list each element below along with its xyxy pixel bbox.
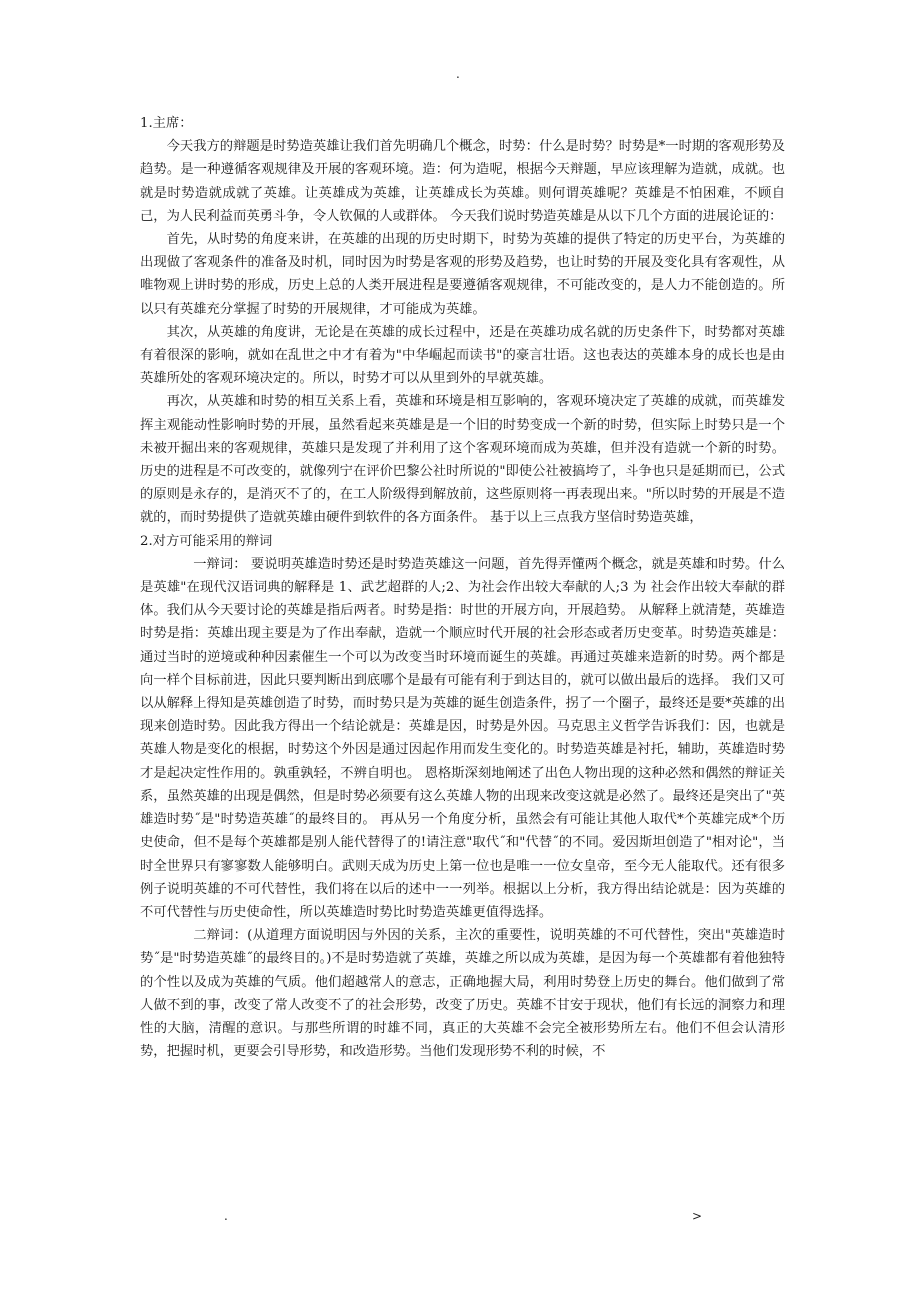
footer-right-mark: > — [692, 1209, 703, 1223]
section-2-heading: 2.对方可能采用的辩词 — [140, 533, 273, 549]
paragraph-second: 其次，从英雄的角度讲，无论是在英雄的成长过程中，还是在英雄功成名就的历史条件下，时势都对英雄有着很深的影响，就如在乱世之中才有着为"中华崛起而读书"的豪言壮语。这也表达的英雄本身的成长也是由英雄所处的客观环境决定的。所以，时势才可以从里到外的早就英雄。 — [140, 324, 785, 387]
footer-left-mark: . — [224, 1209, 228, 1223]
header-mark: . — [456, 67, 460, 81]
paragraph-first-debate: 一辩词： 要说明英雄造时势还是时势造英雄这一问题，首先得弄懂两个概念，就是英雄和时势。什么是英雄"在现代汉语词典的解释是 1、武艺超群的人;2、为社会作出较大奉献的人;3 为 社会作出较大奉献的群体。我们从今天要讨论的英雄是指后两者。时势是指：时世的开展方向，开展趋势。 从解释上就清楚，英雄造时势是指：英雄出现主要是为了作出奉献，造就一个顺应时代开展的社会形态或者历史变革。时势造英雄是：通过当时的逆境或种种因素催生一个可以为改变当时环境而诞生的英雄。再通过英雄来造新的时势。两个都是向一样个目标前进，因此只要判断出到底哪个是最有可能有利于到达目的，就可以做出最后的选择。 我们又可以从解释上得知是英雄创造了时势，而时势只是为英雄的诞生创造条件，拐了一个圈子，最终还是要*英雄的出现来创造时势。因此我方得出一个结论就是：英雄是因，时势是外因。马克思主义哲学告诉我们：因，也就是英雄人物是变化的根据，时势这个外因是通过因起作用而发生变化的。时势造英雄是衬托，辅助，英雄造时势才是起决定性作用的。孰重孰轻，不辨自明也。 恩格斯深刻地阐述了出色人物出现的这种必然和偶然的辩证关系，虽然英雄的出现是偶然，但是时势必须要有这么英雄人物的出现来改变这就是必然了。最终还是突出了"英雄造时势˝是"时势造英雄˝的最终目的。 再从另一个角度分析，虽然会有可能让其他人取代*个英雄完成*个历史使命，但不是每个英雄都是别人能代替得了的!请注意"取代˝和"代替˝的不同。爱因斯坦创造了"相对论"，当时全世界只有寥寥数人能够明白。武则天成为历史上第一位也是唯一一位女皇帝，至今无人能取代。还有很多例子说明英雄的不可代替性，我们将在以后的述中一一列举。根据以上分析，我方得出结论就是：因为英雄的不可代替性与历史使命性，所以英雄造时势比时势造英雄更值得选择。 — [140, 556, 785, 920]
paragraph-third: 再次，从英雄和时势的相互关系上看，英雄和环境是相互影响的，客观环境决定了英雄的成就，而英雄发挥主观能动性影响时势的开展，虽然看起来英雄是是一个旧的时势变成一个新的时势，但实际上时势只是一个未被开掘出来的客观规律，英雄只是发现了并利用了这个客观环境而成为英雄，但并没有造就一个新的时势。历史的进程是不可改变的，就像列宁在评价巴黎公社时所说的"即使公社被搞垮了，斗争也只是延期而已，公式的原则是永存的，是消灭不了的，在工人阶级得到解放前，这些原则将一再表现出来。"所以时势的开展是不造就的，而时势提供了造就英雄由硬件到软件的各方面条件。 基于以上三点我方坚信时势造英雄， — [140, 394, 785, 526]
paragraph-first: 首先，从时势的角度来讲，在英雄的出现的历史时期下，时势为英雄的提供了特定的历史平台，为英雄的出现做了客观条件的准备及时机，同时因为时势是客观的形势及趋势，也让时势的开展及变化具有客观性，从唯物观上讲时势的形成，历史上总的人类开展进程是要遵循客观规律，不可能改变的，是人力不能创造的。所以只有英雄充分掌握了时势的开展规律，才可能成为英雄。 — [140, 232, 785, 317]
paragraph-second-debate: 二辩词：(从道理方面说明因与外因的关系，主次的重要性，说明英雄的不可代替性，突出"英雄造时势˝是"时势造英雄˝的最终目的。)不是时势造就了英雄，英雄之所以成为英雄，是因为每一个英雄都有着他独特的个性以及成为英雄的气质。他们超越常人的意志，正确地握大局，利用时势登上历史的舞台。他们做到了常人做不到的事，改变了常人改变不了的社会形势，改变了历史。英雄不甘安于现状，他们有长远的洞察力和理性的大脑，清醒的意识。与那些所谓的时雄不同，真正的大英雄不会完全被形势所左右。他们不但会认清形势，把握时机，更要会引导形势，和改造形势。当他们发现形势不利的时候，不 — [140, 928, 785, 1060]
document-body — [140, 112, 785, 1063]
paragraph-intro: 今天我方的辩题是时势造英雄让我们首先明确几个概念，时势：什么是时势？时势是*一时期的客观形势及趋势。是一种遵循客观规律及开展的客观环境。造：何为造呢，根据今天辩题，早应该理解为造就，成就。也就是时势造就成就了英雄。让英雄成为英雄，让英雄成长为英雄。则何谓英雄呢？英雄是不怕困难，不顾自己，为人民利益而英勇斗争，令人钦佩的人或群体。 今天我们说时势造英雄是从以下几个方面的进展论证的： — [140, 139, 785, 224]
section-1-heading: 1.主席： — [140, 116, 193, 131]
